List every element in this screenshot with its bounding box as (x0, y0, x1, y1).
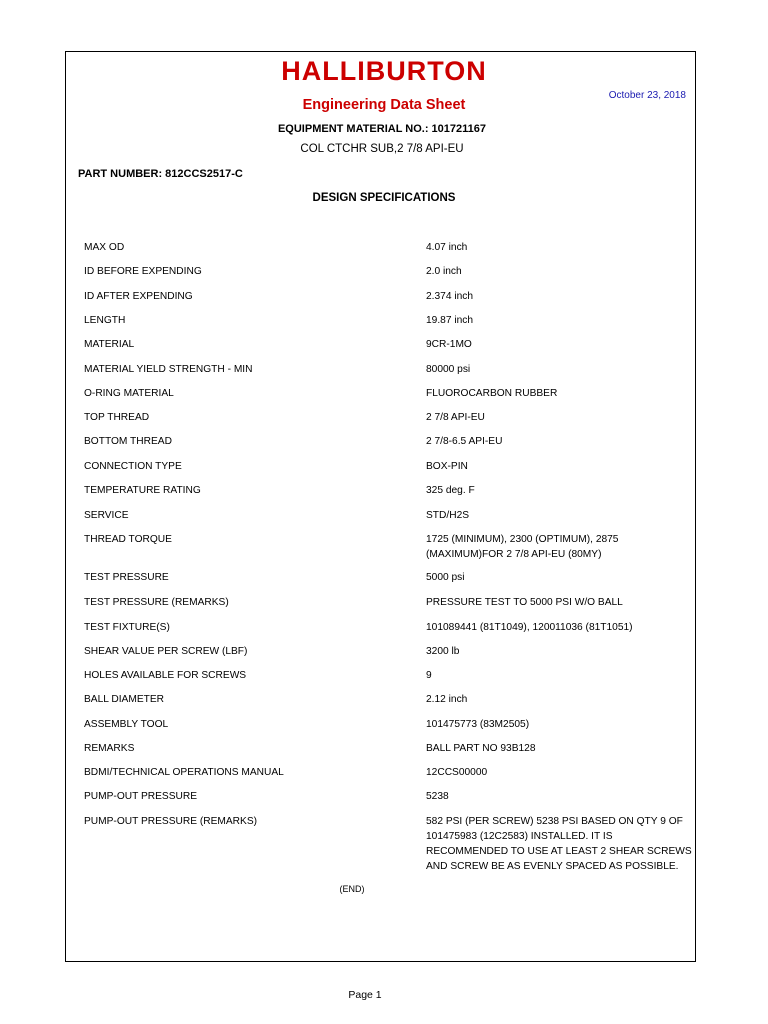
spec-label: O-RING MATERIAL (84, 388, 174, 399)
spec-label: MATERIAL (84, 339, 135, 350)
spec-value: 2.0 inch (426, 266, 462, 277)
spec-label: SERVICE (84, 510, 129, 521)
company-logo: HALLIBURTON (281, 56, 487, 86)
spec-value: 5000 psi (426, 572, 465, 583)
spec-value: 5238 (426, 791, 449, 802)
section-title: DESIGN SPECIFICATIONS (312, 192, 456, 204)
spec-value: 12CCS00000 (426, 767, 488, 778)
spec-label: LENGTH (84, 315, 126, 326)
spec-label: ID BEFORE EXPENDING (84, 266, 202, 277)
spec-value: 80000 psi (426, 364, 471, 375)
spec-value: STD/H2S (426, 510, 470, 521)
spec-value: 9CR-1MO (426, 339, 472, 350)
spec-label: HOLES AVAILABLE FOR SCREWS (84, 670, 247, 681)
spec-value: FLUOROCARBON RUBBER (426, 388, 558, 399)
spec-value: BOX-PIN (426, 461, 468, 472)
spec-label: TEMPERATURE RATING (84, 485, 201, 496)
spec-value: 1725 (MINIMUM), 2300 (OPTIMUM), 2875 (MAXIMUM)FOR 2 7/8 API-EU (80MY) (426, 534, 619, 560)
spec-value: 582 PSI (PER SCREW) 5238 PSI BASED ON QTY 9 OF 101475983 (12C2583) INSTALLED. IT IS RECOMMENDED TO USE AT LEAST 2 SHEAR SCREWS AND SCREW BE AS EVENLY SPACED AS POSSIBLE. (426, 816, 692, 872)
spec-label: ASSEMBLY TOOL (84, 719, 169, 730)
spec-label: THREAD TORQUE (84, 534, 172, 545)
spec-value: 2 7/8 API-EU (426, 412, 485, 423)
part-number: PART NUMBER: 812CCS2517-C (78, 168, 243, 180)
spec-value: 2.12 inch (426, 694, 468, 705)
spec-value: 3200 lb (426, 646, 460, 657)
spec-label: REMARKS (84, 743, 135, 754)
spec-label: TOP THREAD (84, 412, 150, 423)
spec-value: PRESSURE TEST TO 5000 PSI W/O BALL (426, 597, 623, 608)
end-marker: (END) (339, 884, 365, 894)
spec-label: BOTTOM THREAD (84, 436, 172, 447)
spec-label: BALL DIAMETER (84, 694, 165, 705)
equipment-material-number: EQUIPMENT MATERIAL NO.: 101721167 (277, 123, 487, 135)
spec-value: BALL PART NO 93B128 (426, 743, 536, 754)
page-number: Page 1 (348, 989, 382, 1001)
spec-value: 2.374 inch (426, 291, 474, 302)
spec-label: MAX OD (84, 242, 125, 253)
document-title: Engineering Data Sheet (302, 97, 466, 113)
spec-value: 2 7/8-6.5 API-EU (426, 436, 503, 447)
spec-value: 101475773 (83M2505) (426, 719, 530, 730)
spec-value: 325 deg. F (426, 485, 475, 496)
spec-label: TEST PRESSURE (REMARKS) (84, 597, 229, 608)
spec-label: ID AFTER EXPENDING (84, 291, 193, 302)
spec-value: 9 (426, 670, 432, 681)
spec-value: 4.07 inch (426, 242, 468, 253)
spec-value: 19.87 inch (426, 315, 474, 326)
spec-label: SHEAR VALUE PER SCREW (LBF) (84, 646, 248, 657)
spec-label: TEST FIXTURE(S) (84, 622, 170, 633)
spec-label: PUMP-OUT PRESSURE (REMARKS) (84, 816, 258, 827)
spec-label: CONNECTION TYPE (84, 461, 182, 472)
equipment-description: COL CTCHR SUB,2 7/8 API-EU (300, 143, 464, 155)
spec-label: MATERIAL YIELD STRENGTH - MIN (84, 364, 253, 375)
document-date: October 23, 2018 (608, 90, 686, 101)
spec-value: 101089441 (81T1049), 120011036 (81T1051) (426, 622, 633, 633)
spec-label: TEST PRESSURE (84, 572, 169, 583)
spec-label: PUMP-OUT PRESSURE (84, 791, 198, 802)
spec-label: BDMI/TECHNICAL OPERATIONS MANUAL (84, 767, 284, 778)
